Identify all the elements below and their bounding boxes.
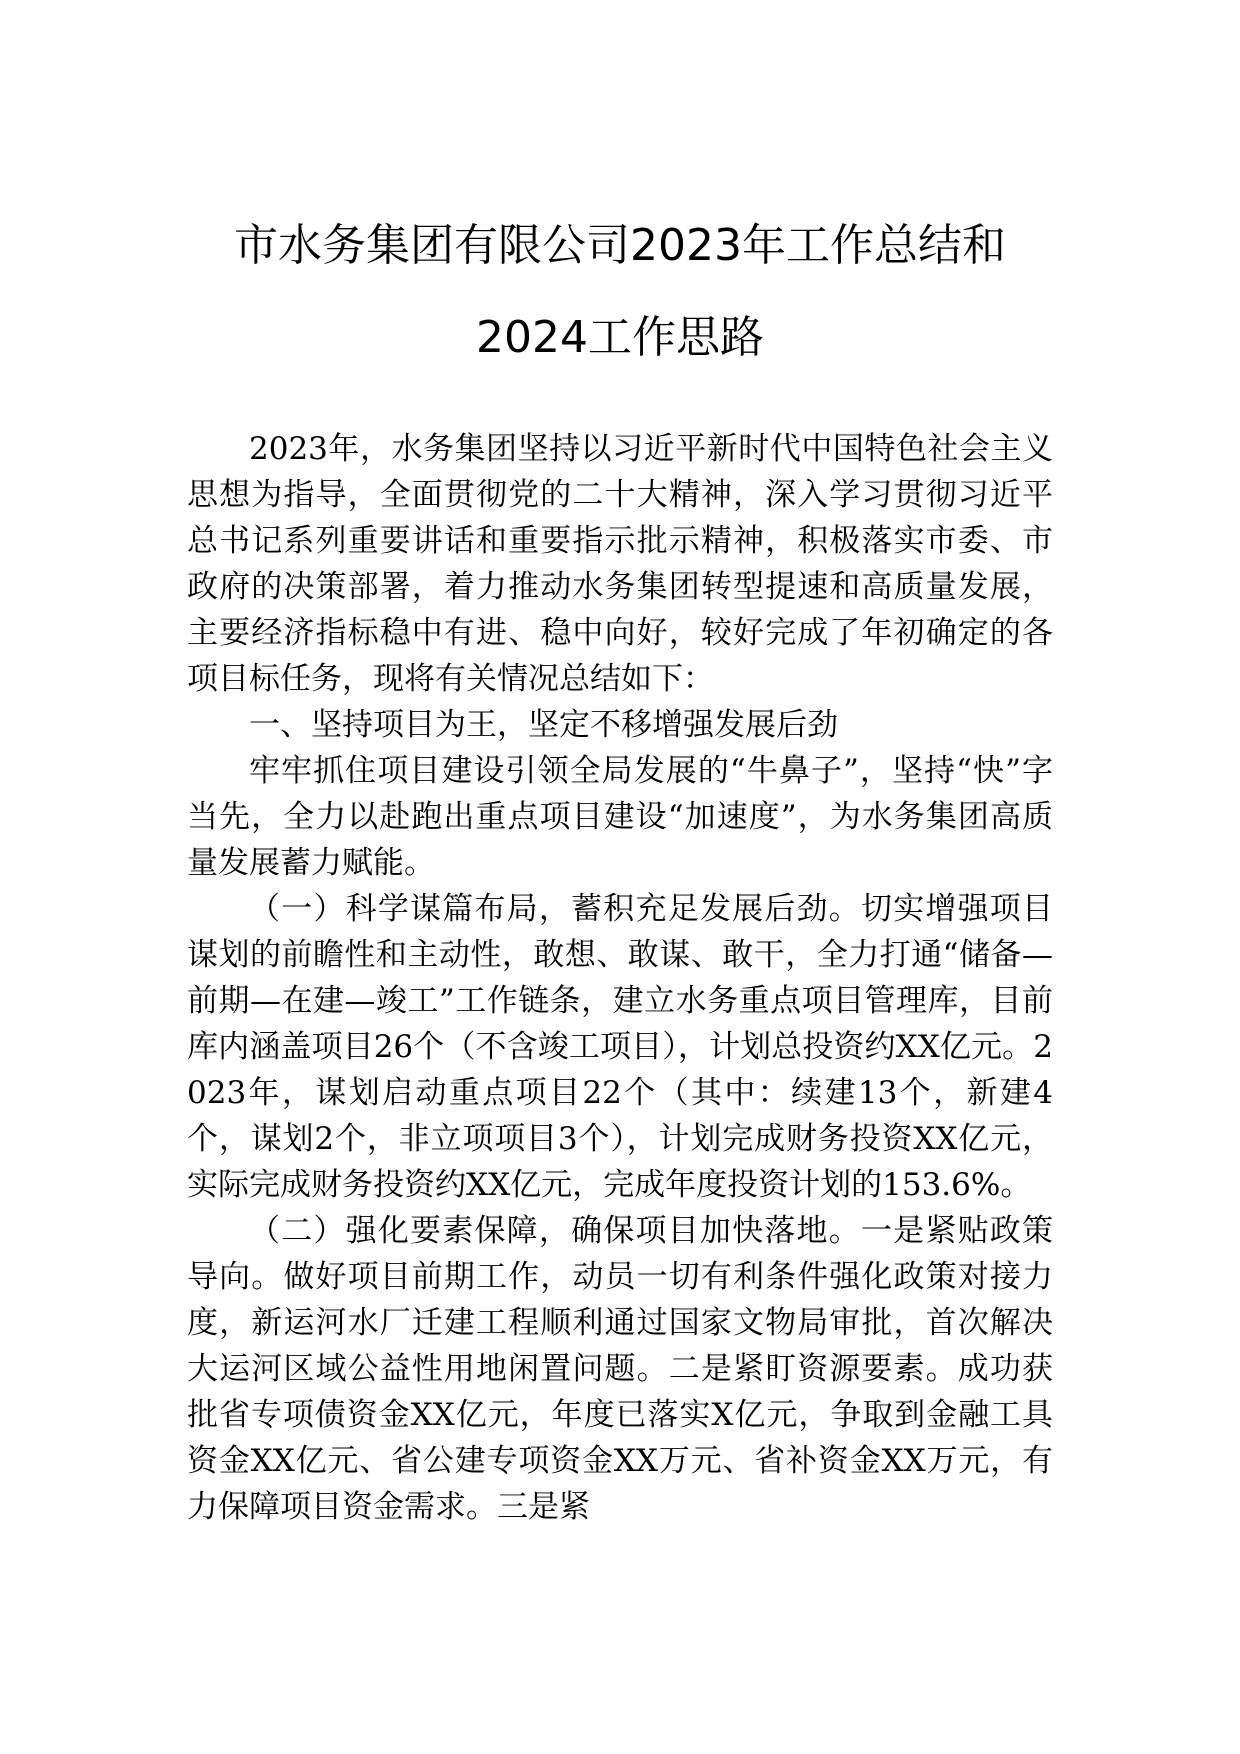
intro-paragraph: 2023年，水务集团坚持以习近平新时代中国特色社会主义思想为指导，全面贯彻党的二十大精神，深入学习贯彻习近平总书记系列重要讲话和重要指示批示精神，积极落实市委、市政府的决策部署，着力推动水务集团转型提速和高质量发展，主要经济指标稳中有进、稳中向好，较好完成了年初确定的各项目标任务，现将有关情况总结如下： bbox=[187, 431, 1053, 697]
document-title-line-2: 2024工作思路 bbox=[476, 312, 764, 363]
section-1-item-2-paragraph: （二）强化要素保障，确保项目加快落地。一是紧贴政策导向。做好项目前期工作，动员一切有利条件强化政策对接力度，新运河水厂迁建工程顺利通过国家文物局审批，首次解决大运河区域公益性用地闲置问题。二是紧盯资源要素。成功获批省专项债资金XX亿元，年度已落实X亿元，争取到金融工具资金XX亿元、省公建专项资金XX万元、省补资金XX万元，有力保障项目资金需求。三是紧 bbox=[187, 1213, 1053, 1525]
section-heading-1: 一、坚持项目为王，坚定不移增强发展后劲 bbox=[249, 707, 838, 743]
document-body bbox=[187, 426, 1053, 1530]
document-title-line-1: 市水务集团有限公司2023年工作总结和 bbox=[234, 220, 1006, 271]
section-1-item-1-paragraph: （一）科学谋篇布局，蓄积充足发展后劲。切实增强项目谋划的前瞻性和主动性，敢想、敢谋、敢干，全力打通“储备—前期—在建—竣工”工作链条，建立水务重点项目管理库，目前库内涵盖项目26个（不含竣工项目），计划总投资约XX亿元。2023年，谋划启动重点项目22个（其中：续建13个，新建4个，谋划2个，非立项项目3个），计划完成财务投资XX亿元，实际完成财务投资约XX亿元，完成年度投资计划的153.6%。 bbox=[187, 891, 1053, 1203]
section-1-intro-paragraph: 牢牢抓住项目建设引领全局发展的“牛鼻子”，坚持“快”字当先，全力以赴跑出重点项目建设“加速度”，为水务集团高质量发展蓄力赋能。 bbox=[187, 753, 1053, 881]
